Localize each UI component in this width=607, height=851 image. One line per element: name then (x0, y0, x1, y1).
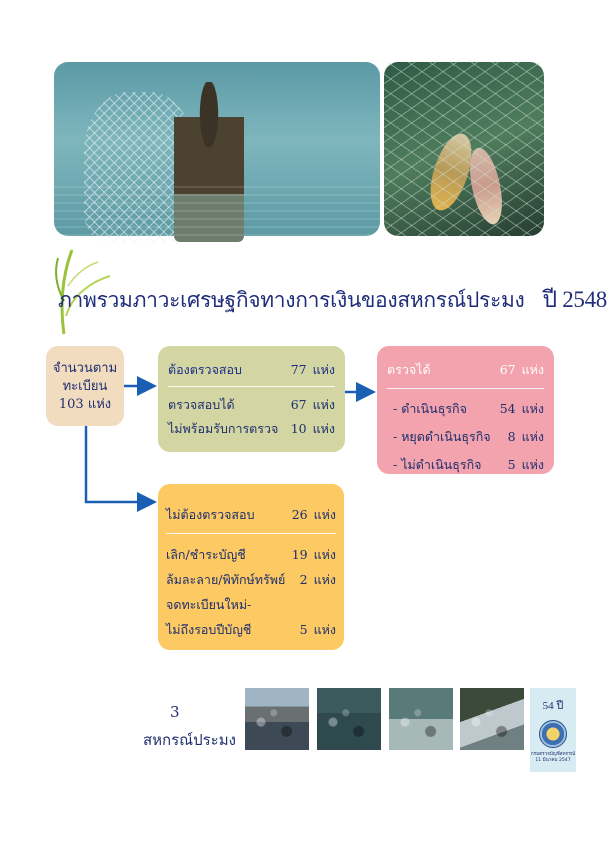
list-item (168, 393, 335, 417)
registered-count-box (46, 346, 124, 426)
thumbnail-photo-market (245, 688, 309, 750)
row-value: 5 (299, 622, 308, 637)
thumbnail-photo-boats (317, 688, 381, 750)
no-inspect-header (166, 502, 336, 534)
registered-line1: จำนวนตาม (52, 361, 118, 376)
list-item (166, 592, 336, 617)
row-label: จดทะเบียนใหม่- (166, 597, 252, 612)
seal-icon (539, 720, 567, 748)
arrow-registered-to-noinspect (86, 426, 152, 502)
list-item (387, 451, 544, 479)
row-label: - หยุดดำเนินธุรกิจ (393, 429, 491, 444)
water-ripples (54, 186, 380, 236)
list-item (166, 617, 336, 642)
row-unit: แห่ง (312, 362, 335, 377)
row-label: ไม่ต้องตรวจสอบ (166, 507, 255, 522)
anniversary-badge (530, 688, 576, 772)
badge-years: 54 ปี (542, 700, 564, 712)
row-label: ไม่พร้อมรับการตรวจ (168, 421, 279, 436)
list-item (166, 542, 336, 567)
net-mesh (384, 62, 544, 236)
row-value: 8 (507, 429, 516, 444)
row-unit: แห่ง (313, 622, 336, 637)
page-number: 3 (170, 703, 180, 721)
row-value: 10 (290, 421, 307, 436)
row-unit: แห่ง (521, 401, 544, 416)
fish-net-photo (384, 62, 544, 236)
row-label: ไม่ถึงรอบปีบัญชี (166, 622, 252, 637)
title-year: ปี 2548 (542, 287, 607, 312)
row-value: 19 (291, 547, 308, 562)
title-text: ภาพรวมภาวะเศรษฐกิจทางการเงินของสหกรณ์ประมง (58, 288, 525, 312)
must-inspect-header (168, 358, 335, 387)
row-value: 67 (290, 397, 307, 412)
row-unit: แห่ง (312, 421, 335, 436)
inspected-result-box (377, 346, 554, 474)
list-item (387, 423, 544, 451)
row-unit: แห่ง (521, 457, 544, 472)
inspected-result-header (387, 356, 544, 389)
row-unit: แห่ง (312, 397, 335, 412)
row-value: 54 (499, 401, 516, 416)
row-unit: แห่ง (313, 572, 336, 587)
no-inspect-box (158, 484, 344, 650)
list-item (168, 417, 335, 441)
row-unit: แห่ง (313, 507, 336, 522)
row-unit: แห่ง (313, 547, 336, 562)
registered-line3: 103 แห่ง (58, 397, 112, 412)
row-label: ล้มละลาย/พิทักษ์ทรัพย์ (166, 572, 286, 587)
row-value: 67 (499, 362, 516, 377)
row-value: 2 (299, 572, 308, 587)
fisherman-photo (54, 62, 380, 236)
row-value: 5 (507, 457, 516, 472)
list-item (387, 395, 544, 423)
page-title (58, 282, 607, 318)
registered-line2: ทะเบียน (62, 379, 108, 394)
thumbnail-photo-water (389, 688, 453, 750)
row-unit: แห่ง (521, 429, 544, 444)
row-label: ตรวจได้ (387, 362, 431, 377)
row-label: ตรวจสอบได้ (168, 397, 235, 412)
badge-line1: กรมตรวจบัญชีสหกรณ์ (530, 752, 576, 757)
footer-label: สหกรณ์ประมง (143, 731, 236, 749)
list-item (166, 567, 336, 592)
badge-line2: 11 มีนาคม 2547 (535, 758, 571, 763)
row-label: - ดำเนินธุรกิจ (393, 401, 467, 416)
must-inspect-box (158, 346, 345, 452)
row-value: 26 (291, 507, 308, 522)
row-value: 77 (290, 362, 307, 377)
row-label: - ไม่ดำเนินธุรกิจ (393, 457, 482, 472)
row-label: ต้องตรวจสอบ (168, 362, 242, 377)
row-label: เลิก/ชำระบัญชี (166, 547, 246, 562)
row-unit: แห่ง (521, 362, 544, 377)
thumbnail-photo-nets (460, 688, 524, 750)
